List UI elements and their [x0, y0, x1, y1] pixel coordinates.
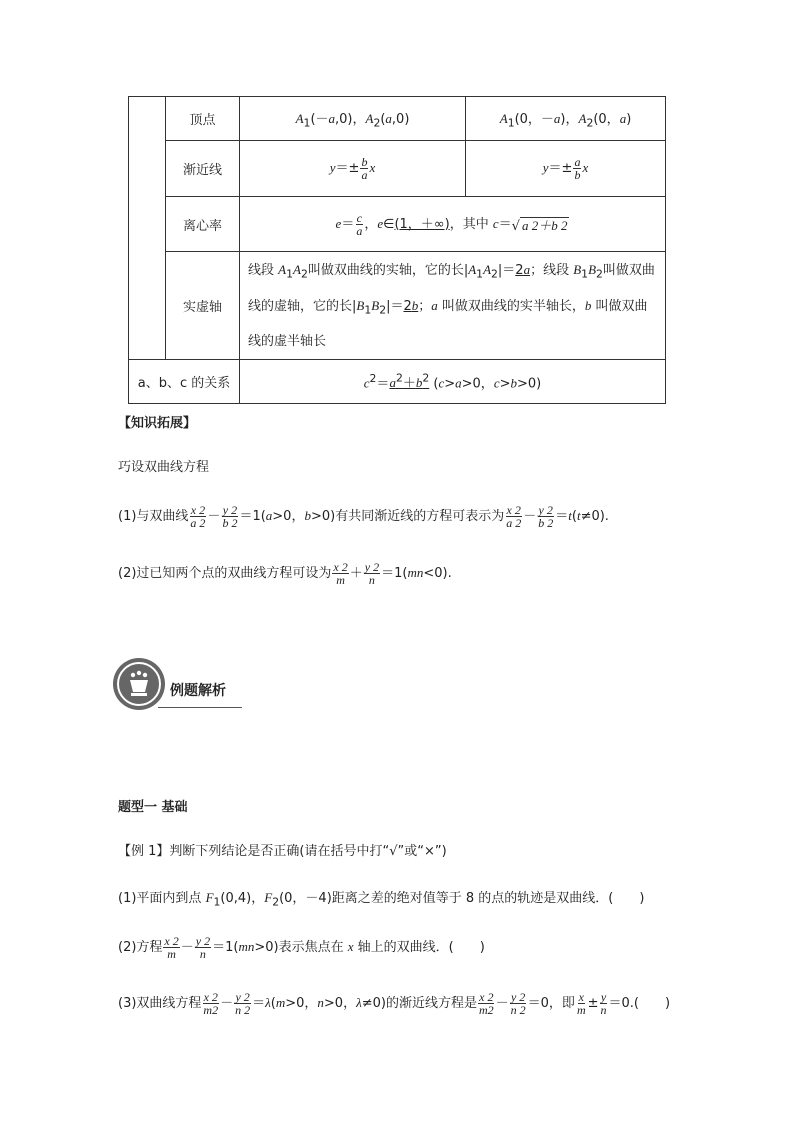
asymptote-y-axis: y＝± $\frac{a}{b}$ x: [466, 141, 666, 197]
asymptote-x-axis: y＝± $\frac{b}{a}$ x: [240, 141, 466, 197]
knowledge-expand-heading: 【知识拓展】: [118, 416, 197, 431]
example-analysis-title: 例题解析: [170, 683, 226, 699]
example-1-title: 【例 1】判断下列结论是否正确(请在括号中打“√”或“×”): [118, 844, 447, 859]
eccentricity-formula: e＝ $\frac{c}{a}$ ，e∈(1，＋∞)，其中 c＝√ a 2＋b 2: [240, 197, 666, 252]
banner-underline: [158, 707, 242, 708]
row-label-vertex: 顶点: [166, 97, 240, 141]
expand-item-2: (2)过已知两个点的双曲线方程可设为 $\frac{x 2}{m}$ ＋ $\frac{y 2}{n}$ ＝1(mn<0).: [118, 560, 452, 587]
expand-item-1: (1)与双曲线 $\frac{x 2}{a 2}$ － $\frac{y 2}{b 2}$ ＝1(a>0，b>0)有共同渐近线的方程可表示为 $\frac{x 2}{a 2}$ － $\frac{y 2}{b 2}$ ＝t(t≠0).: [118, 503, 609, 530]
example-1-item-3: (3)双曲线方程 $\frac{x 2}{m2}$ － $\frac{y 2}{n 2}$ ＝λ(m>0，n>0，λ≠0)的渐近线方程是 $\frac{x 2}{m2}$ － $\frac{y 2}{n 2}$ ＝0，即 $\frac{x}{m}$ ± $\frac{y}{n}$ ＝0.( ): [118, 990, 671, 1017]
example-1-item-1: (1)平面内到点 $F_1(0,4)$，$F_2(0$，－4)距离之差的绝对值等于 8 的点的轨迹是双曲线．( ): [118, 890, 645, 909]
row-label-abc-relation: a、b、c 的关系: [129, 360, 240, 404]
row-label-eccentricity: 离心率: [166, 197, 240, 252]
abc-relation-formula: $c^2=a^2+b^2$ (c>a>0，c>b>0): [240, 360, 666, 404]
vertex-y-axis: $A_1(0$，－a)，$A_2(0$，a): [466, 97, 666, 141]
hyperbola-properties-table: [128, 96, 666, 404]
example-1-item-2: (2)方程 $\frac{x 2}{m}$ － $\frac{y 2}{n}$ ＝1(mn>0)表示焦点在 x 轴上的双曲线．( ): [118, 934, 485, 961]
merged-empty-cell: [129, 97, 166, 360]
vertex-x-axis: $A_1(-a,0)$，$A_2(a,0)$: [240, 97, 466, 141]
question-type-title: 题型一 基础: [118, 800, 188, 815]
row-label-asymptote: 渐近线: [166, 141, 240, 197]
axes-description: 线段 $A_1A_2$叫做双曲线的实轴，它的长$|A_1A_2|=2a$；线段 $B_1B_2$叫做双曲线的虚轴，它的长$|B_1B_2|=2b$；a 叫做双曲线的实半轴长，b 叫做双曲线的虚半轴长: [240, 252, 666, 360]
hyperbola-setup-subtitle: 巧设双曲线方程: [118, 460, 210, 475]
example-badge-icon: [113, 658, 165, 710]
row-label-axes: 实虚轴: [166, 252, 240, 360]
